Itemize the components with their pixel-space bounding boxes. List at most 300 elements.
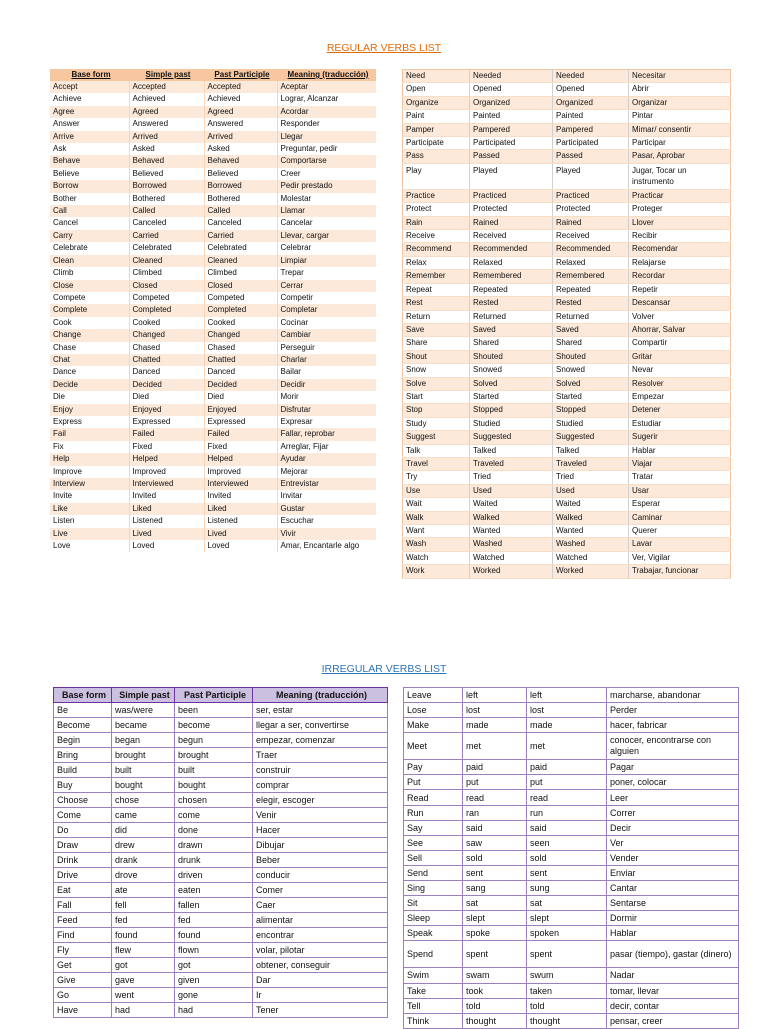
base-form-cell: Compete [50,292,129,304]
past-participle-cell: Watched [553,551,629,564]
base-form-cell: Begin [54,733,112,748]
base-form-cell: Come [54,808,112,823]
simple-past-cell: Expressed [129,416,204,428]
table-row [404,896,739,911]
past-participle-cell: said [527,820,607,835]
table-row [404,820,739,835]
past-participle-cell: flown [175,943,253,958]
table-row [54,748,388,763]
base-form-cell: Sell [404,850,463,865]
base-form-cell: Speak [404,926,463,941]
simple-past-cell: slept [463,911,527,926]
simple-past-cell: Competed [129,292,204,304]
base-form-cell: Behave [50,155,129,167]
table-row [50,304,376,316]
base-form-cell: Meet [404,733,463,760]
simple-past-cell: took [463,983,527,998]
meaning-cell: Decir [607,820,739,835]
header-simple-past: Simple past [112,688,175,703]
table-row [50,217,376,229]
past-participle-cell: Talked [553,444,629,457]
meaning-cell: Ahorrar, Salvar [629,323,731,336]
table-row [403,417,731,430]
past-participle-cell: Wanted [553,525,629,538]
meaning-cell: ser, estar [253,703,388,718]
table-row [403,498,731,511]
base-form-cell: Use [403,484,470,497]
simple-past-cell: Chatted [129,354,204,366]
table-row [50,354,376,366]
simple-past-cell: Saved [470,323,553,336]
meaning-cell: Llevar, cargar [277,230,376,242]
meaning-cell: Cerrar [277,280,376,292]
base-form-cell: Save [403,323,470,336]
past-participle-cell: Received [553,230,629,243]
meaning-cell: Repetir [629,283,731,296]
past-participle-cell: Asked [204,143,277,155]
meaning-cell: Proteger [629,203,731,216]
base-form-cell: Give [54,973,112,988]
simple-past-cell: Interviewed [129,478,204,490]
simple-past-cell: Talked [470,444,553,457]
table-row [50,366,376,378]
simple-past-cell: lost [463,703,527,718]
past-participle-cell: become [175,718,253,733]
meaning-cell: Acordar [277,106,376,118]
table-row [54,778,388,793]
header-meaning: Meaning (traducción) [253,688,388,703]
simple-past-cell: told [463,998,527,1013]
meaning-cell: Sugerir [629,431,731,444]
past-participle-cell: driven [175,868,253,883]
regular-verbs-title: REGULAR VERBS LIST [326,42,442,54]
table-row [50,106,376,118]
past-participle-cell: run [527,805,607,820]
base-form-cell: Chat [50,354,129,366]
simple-past-cell: Organized [470,96,553,109]
table-row [54,823,388,838]
table-row [403,96,731,109]
base-form-cell: Celebrate [50,242,129,254]
past-participle-cell: Helped [204,453,277,465]
simple-past-cell: Used [470,484,553,497]
table-row [404,926,739,941]
base-form-cell: Answer [50,118,129,130]
table-row [50,93,376,105]
base-form-cell: Cook [50,317,129,329]
table-row [403,444,731,457]
table-row [404,790,739,805]
meaning-cell: Usar [629,484,731,497]
meaning-cell: alimentar [253,913,388,928]
past-participle-cell: met [527,733,607,760]
simple-past-cell: came [112,808,175,823]
past-participle-cell: Competed [204,292,277,304]
simple-past-cell: Called [129,205,204,217]
meaning-cell: Correr [607,805,739,820]
meaning-cell: marcharse, abandonar [607,688,739,703]
meaning-cell: Perseguir [277,342,376,354]
meaning-cell: Leer [607,790,739,805]
meaning-cell: Mejorar [277,466,376,478]
table-row [50,342,376,354]
table-header-row [54,688,388,703]
meaning-cell: Disfrutar [277,404,376,416]
past-participle-cell: Waited [553,498,629,511]
simple-past-cell: Borrowed [129,180,204,192]
base-form-cell: Read [404,790,463,805]
meaning-cell: Pagar [607,760,739,775]
table-row [50,81,376,93]
simple-past-cell: Walked [470,511,553,524]
base-form-cell: Repeat [403,283,470,296]
past-participle-cell: Recommended [553,243,629,256]
table-row [54,838,388,853]
past-participle-cell: Needed [553,70,629,83]
past-participle-cell: Tried [553,471,629,484]
base-form-cell: Rain [403,216,470,229]
past-participle-cell: taken [527,983,607,998]
simple-past-cell: drove [112,868,175,883]
base-form-cell: Work [403,565,470,578]
table-row [50,441,376,453]
table-row [54,883,388,898]
table-row [403,565,731,578]
past-participle-cell: Fixed [204,441,277,453]
past-participle-cell: gone [175,988,253,1003]
past-participle-cell: Behaved [204,155,277,167]
simple-past-cell: built [112,763,175,778]
simple-past-cell: fell [112,898,175,913]
simple-past-cell: Answered [129,118,204,130]
table-row [403,323,731,336]
past-participle-cell: Passed [553,150,629,163]
meaning-cell: pensar, creer [607,1013,739,1028]
table-row [403,457,731,470]
base-form-cell: Interview [50,478,129,490]
past-participle-cell: swum [527,968,607,983]
base-form-cell: Remember [403,270,470,283]
simple-past-cell: Stopped [470,404,553,417]
base-form-cell: Build [54,763,112,778]
table-row [404,775,739,790]
simple-past-cell: Played [470,163,553,189]
meaning-cell: Dormir [607,911,739,926]
simple-past-cell: Practiced [470,189,553,202]
meaning-cell: Hacer [253,823,388,838]
base-form-cell: Organize [403,96,470,109]
simple-past-cell: Improved [129,466,204,478]
past-participle-cell: slept [527,911,607,926]
meaning-cell: Compartir [629,337,731,350]
table-row [403,137,731,150]
irregular-verbs-title: IRREGULAR VERBS LIST [321,663,447,675]
simple-past-cell: Closed [129,280,204,292]
simple-past-cell: Completed [129,304,204,316]
meaning-cell: Querer [629,525,731,538]
simple-past-cell: Arrived [129,131,204,143]
meaning-cell: Ir [253,988,388,1003]
simple-past-cell: Recommended [470,243,553,256]
meaning-cell: Morir [277,391,376,403]
meaning-cell: Entrevistar [277,478,376,490]
base-form-cell: Become [54,718,112,733]
base-form-cell: Leave [404,688,463,703]
past-participle-cell: Started [553,390,629,403]
simple-past-cell: Received [470,230,553,243]
past-participle-cell: paid [527,760,607,775]
past-participle-cell: Cooked [204,317,277,329]
table-row [404,835,739,850]
simple-past-cell: Accepted [129,81,204,93]
simple-past-cell: Invited [129,490,204,502]
simple-past-cell: Waited [470,498,553,511]
table-row [403,243,731,256]
meaning-cell: Creer [277,168,376,180]
base-form-cell: Sing [404,881,463,896]
past-participle-cell: Interviewed [204,478,277,490]
base-form-cell: Relax [403,256,470,269]
past-participle-cell: Called [204,205,277,217]
simple-past-cell: spoke [463,926,527,941]
table-row [50,118,376,130]
simple-past-cell: Relaxed [470,256,553,269]
table-row [403,230,731,243]
meaning-cell: Empezar [629,390,731,403]
simple-past-cell: Cooked [129,317,204,329]
simple-past-cell: had [112,1003,175,1018]
meaning-cell: Hablar [629,444,731,457]
past-participle-cell: Expressed [204,416,277,428]
base-form-cell: Pay [404,760,463,775]
table-row [50,131,376,143]
table-row [404,941,739,968]
table-row [50,379,376,391]
base-form-cell: Make [404,718,463,733]
simple-past-cell: Loved [129,540,204,552]
past-participle-cell: Borrowed [204,180,277,192]
base-form-cell: Invite [50,490,129,502]
meaning-cell: Recordar [629,270,731,283]
meaning-cell: Vivir [277,528,376,540]
simple-past-cell: drew [112,838,175,853]
table-row [403,484,731,497]
table-row [50,428,376,440]
base-form-cell: Pamper [403,123,470,136]
base-form-cell: Draw [54,838,112,853]
past-participle-cell: Washed [553,538,629,551]
past-participle-cell: Danced [204,366,277,378]
simple-past-cell: Washed [470,538,553,551]
table-row [403,377,731,390]
past-participle-cell: Painted [553,110,629,123]
past-participle-cell: Studied [553,417,629,430]
table-row [404,881,739,896]
table-row [50,193,376,205]
simple-past-cell: chose [112,793,175,808]
past-participle-cell: spent [527,941,607,968]
past-participle-cell: Invited [204,490,277,502]
past-participle-cell: read [527,790,607,805]
past-participle-cell: Believed [204,168,277,180]
base-form-cell: Stop [403,404,470,417]
base-form-cell: Ask [50,143,129,155]
past-participle-cell: drunk [175,853,253,868]
table-row [403,297,731,310]
base-form-cell: Tell [404,998,463,1013]
table-row [403,216,731,229]
past-participle-cell: built [175,763,253,778]
table-header-row [50,69,376,81]
meaning-cell: Viajar [629,457,731,470]
meaning-cell: Trepar [277,267,376,279]
table-row [50,280,376,292]
meaning-cell: Necesitar [629,70,731,83]
table-row [50,540,376,552]
meaning-cell: Dibujar [253,838,388,853]
past-participle-cell: Saved [553,323,629,336]
base-form-cell: Talk [403,444,470,457]
simple-past-cell: Chased [129,342,204,354]
base-form-cell: Be [54,703,112,718]
simple-past-cell: Carried [129,230,204,242]
base-form-cell: Go [54,988,112,1003]
table-row [50,230,376,242]
table-row [404,805,739,820]
meaning-cell: Cantar [607,881,739,896]
meaning-cell: Abrir [629,83,731,96]
past-participle-cell: Relaxed [553,256,629,269]
base-form-cell: Feed [54,913,112,928]
simple-past-cell: Worked [470,565,553,578]
past-participle-cell: been [175,703,253,718]
simple-past-cell: Started [470,390,553,403]
base-form-cell: Eat [54,883,112,898]
table-row [50,329,376,341]
base-form-cell: Agree [50,106,129,118]
past-participle-cell: given [175,973,253,988]
meaning-cell: Fallar, reprobar [277,428,376,440]
past-participle-cell: eaten [175,883,253,898]
base-form-cell: Wait [403,498,470,511]
base-form-cell: Listen [50,515,129,527]
past-participle-cell: Improved [204,466,277,478]
base-form-cell: Love [50,540,129,552]
table-row [54,928,388,943]
simple-past-cell: Changed [129,329,204,341]
meaning-cell: Dar [253,973,388,988]
simple-past-cell: brought [112,748,175,763]
simple-past-cell: Rested [470,297,553,310]
simple-past-cell: made [463,718,527,733]
meaning-cell: conocer, encontrarse con alguien [607,733,739,760]
base-form-cell: Improve [50,466,129,478]
simple-past-cell: Protected [470,203,553,216]
base-form-cell: Snow [403,364,470,377]
meaning-cell: Mimar/ consentir [629,123,731,136]
table-row [404,703,739,718]
simple-past-cell: Needed [470,70,553,83]
simple-past-cell: Opened [470,83,553,96]
table-row [403,270,731,283]
base-form-cell: Cancel [50,217,129,229]
past-participle-cell: Loved [204,540,277,552]
simple-past-cell: Suggested [470,431,553,444]
past-participle-cell: Used [553,484,629,497]
past-participle-cell: Closed [204,280,277,292]
simple-past-cell: Traveled [470,457,553,470]
table-row [403,163,731,189]
meaning-cell: Ayudar [277,453,376,465]
table-row [54,733,388,748]
base-form-cell: Call [50,205,129,217]
table-row [403,431,731,444]
base-form-cell: Participate [403,137,470,150]
base-form-cell: Find [54,928,112,943]
base-form-cell: Chase [50,342,129,354]
meaning-cell: conducir [253,868,388,883]
past-participle-cell: Agreed [204,106,277,118]
base-form-cell: Borrow [50,180,129,192]
table-row [50,168,376,180]
table-row [403,310,731,323]
simple-past-cell: Failed [129,428,204,440]
past-participle-cell: Enjoyed [204,404,277,416]
meaning-cell: Aceptar [277,81,376,93]
past-participle-cell: Snowed [553,364,629,377]
meaning-cell: Decidir [277,379,376,391]
meaning-cell: Cocinar [277,317,376,329]
past-participle-cell: Chased [204,342,277,354]
simple-past-cell: read [463,790,527,805]
simple-past-cell: Canceled [129,217,204,229]
past-participle-cell: fed [175,913,253,928]
base-form-cell: Solve [403,377,470,390]
header-past-participle: Past Participle [204,69,277,81]
base-form-cell: Drink [54,853,112,868]
simple-past-cell: sold [463,850,527,865]
base-form-cell: Die [50,391,129,403]
past-participle-cell: found [175,928,253,943]
past-participle-cell: Protected [553,203,629,216]
meaning-cell: Celebrar [277,242,376,254]
meaning-cell: Llegar [277,131,376,143]
past-participle-cell: Shared [553,337,629,350]
simple-past-cell: ran [463,805,527,820]
simple-past-cell: swam [463,968,527,983]
base-form-cell: Play [403,163,470,189]
table-row [404,998,739,1013]
meaning-cell: volar, pilotar [253,943,388,958]
table-row [50,490,376,502]
past-participle-cell: lost [527,703,607,718]
meaning-cell: Lavar [629,538,731,551]
past-participle-cell: sold [527,850,607,865]
base-form-cell: Protect [403,203,470,216]
table-row [50,292,376,304]
past-participle-cell: thought [527,1013,607,1028]
meaning-cell: Tratar [629,471,731,484]
meaning-cell: Ver, Vigilar [629,551,731,564]
meaning-cell: Jugar, Tocar un instrumento [629,163,731,189]
simple-past-cell: Snowed [470,364,553,377]
past-participle-cell: Failed [204,428,277,440]
simple-past-cell: Participated [470,137,553,150]
meaning-cell: Participar [629,137,731,150]
simple-past-cell: sat [463,896,527,911]
meaning-cell: Comer [253,883,388,898]
past-participle-cell: Answered [204,118,277,130]
